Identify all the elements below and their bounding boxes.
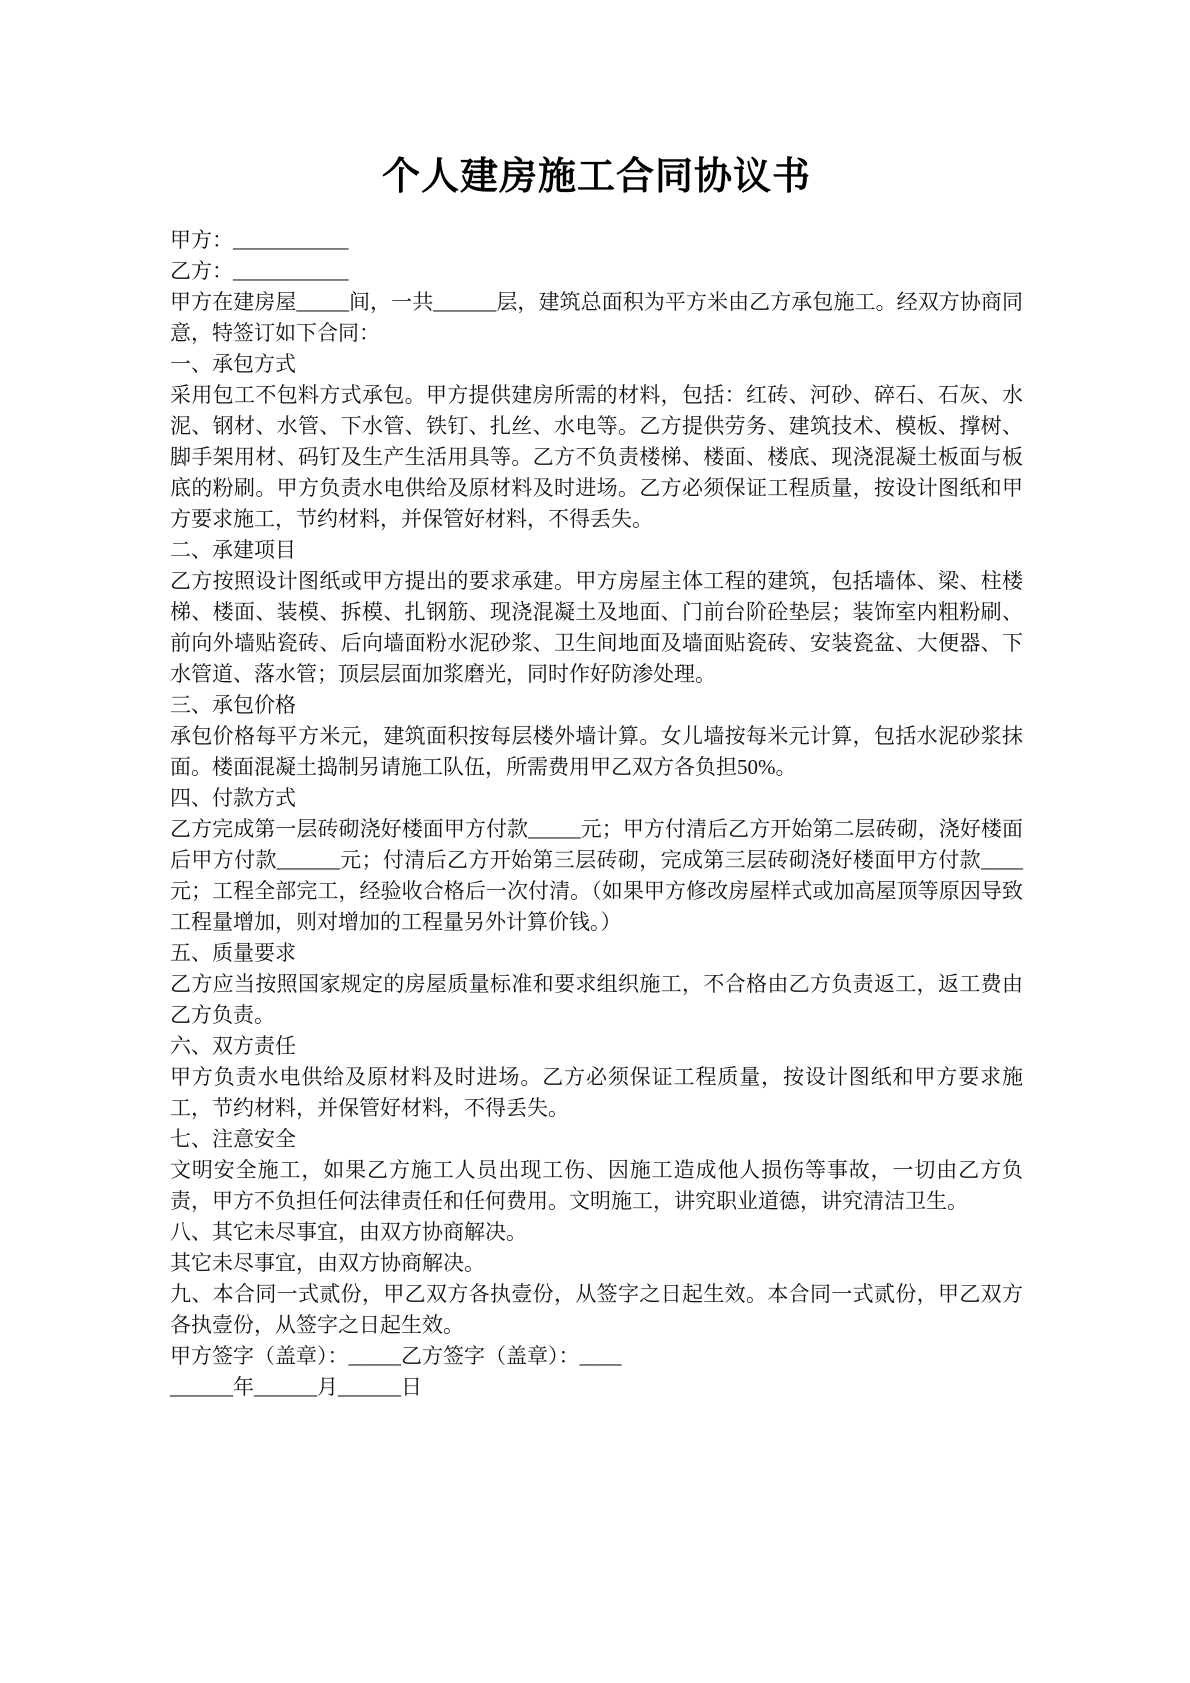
party-a-line: 甲方：___________ — [170, 228, 349, 252]
document-body — [170, 225, 1023, 1403]
date-line: ______年______月______日 — [170, 1375, 422, 1399]
section-8-repeat-line: 其它未尽事宜，由双方协商解决。 — [170, 1251, 485, 1275]
section-4-body: 乙方完成第一层砖砌浇好楼面甲方付款_____元；甲方付清后乙方开始第二层砖砌，浇好楼面后甲方付款______元；付清后乙方开始第三层砖砌，完成第三层砖砌浇好楼面甲方付款____元；工程全部完工，经验收合格后一次付清。（如果甲方修改房屋样式或加高屋顶等原因导致工程量增加，则对增加的工程量另外计算价钱。） — [170, 817, 1023, 934]
section-7-body: 文明安全施工，如果乙方施工人员出现工伤、因施工造成他人损伤等事故，一切由乙方负责，甲方不负担任何法律责任和任何费用。文明施工，讲究职业道德，讲究清洁卫生。 — [170, 1158, 1023, 1213]
section-5-heading: 五、质量要求 — [170, 941, 296, 965]
section-1-body: 采用包工不包料方式承包。甲方提供建房所需的材料，包括：红砖、河砂、碎石、石灰、水泥、钢材、水管、下水管、铁钉、扎丝、水电等。乙方提供劳务、建筑技术、模板、撑树、脚手架用材、码钉及生产生活用具等。乙方不负责楼梯、楼面、楼底、现浇混凝土板面与板底的粉刷。甲方负责水电供给及原材料及时进场。乙方必须保证工程质量，按设计图纸和甲方要求施工，节约材料，并保管好材料，不得丢失。 — [170, 383, 1023, 531]
section-1-heading: 一、承包方式 — [170, 352, 296, 376]
section-8-line: 八、其它未尽事宜，由双方协商解决。 — [170, 1220, 527, 1244]
section-7-heading: 七、注意安全 — [170, 1127, 296, 1151]
section-6-heading: 六、双方责任 — [170, 1034, 296, 1058]
section-4-heading: 四、付款方式 — [170, 786, 296, 810]
section-3-heading: 三、承包价格 — [170, 693, 296, 717]
section-2-heading: 二、承建项目 — [170, 538, 296, 562]
section-6-body: 甲方负责水电供给及原材料及时进场。乙方必须保证工程质量，按设计图纸和甲方要求施工，节约材料，并保管好材料，不得丢失。 — [170, 1065, 1023, 1120]
intro-paragraph: 甲方在建房屋_____间，一共______层，建筑总面积为平方米由乙方承包施工。经双方协商同意，特签订如下合同： — [170, 290, 1023, 345]
section-2-body: 乙方按照设计图纸或甲方提出的要求承建。甲方房屋主体工程的建筑，包括墙体、梁、柱楼梯、楼面、装模、拆模、扎钢筋、现浇混凝土及地面、门前台阶砼垫层；装饰室内粗粉刷、前向外墙贴瓷砖、后向墙面粉水泥砂浆、卫生间地面及墙面贴瓷砖、安装瓷盆、大便器、下水管道、落水管；顶层层面加浆磨光，同时作好防渗处理。 — [170, 569, 1023, 686]
section-5-body: 乙方应当按照国家规定的房屋质量标准和要求组织施工，不合格由乙方负责返工，返工费由乙方负责。 — [170, 972, 1023, 1027]
document-title: 个人建房施工合同协议书 — [381, 156, 811, 198]
party-b-line: 乙方：___________ — [170, 259, 349, 283]
section-3-body: 承包价格每平方米元，建筑面积按每层楼外墙计算。女儿墙按每米元计算，包括水泥砂浆抹面。楼面混凝土捣制另请施工队伍，所需费用甲乙双方各负担50%。 — [170, 724, 1023, 779]
signature-line: 甲方签字（盖章）：_____乙方签字（盖章）：____ — [170, 1344, 622, 1368]
section-9-line: 九、本合同一式贰份，甲乙双方各执壹份，从签字之日起生效。本合同一式贰份，甲乙双方各执壹份，从签字之日起生效。 — [170, 1282, 1023, 1337]
